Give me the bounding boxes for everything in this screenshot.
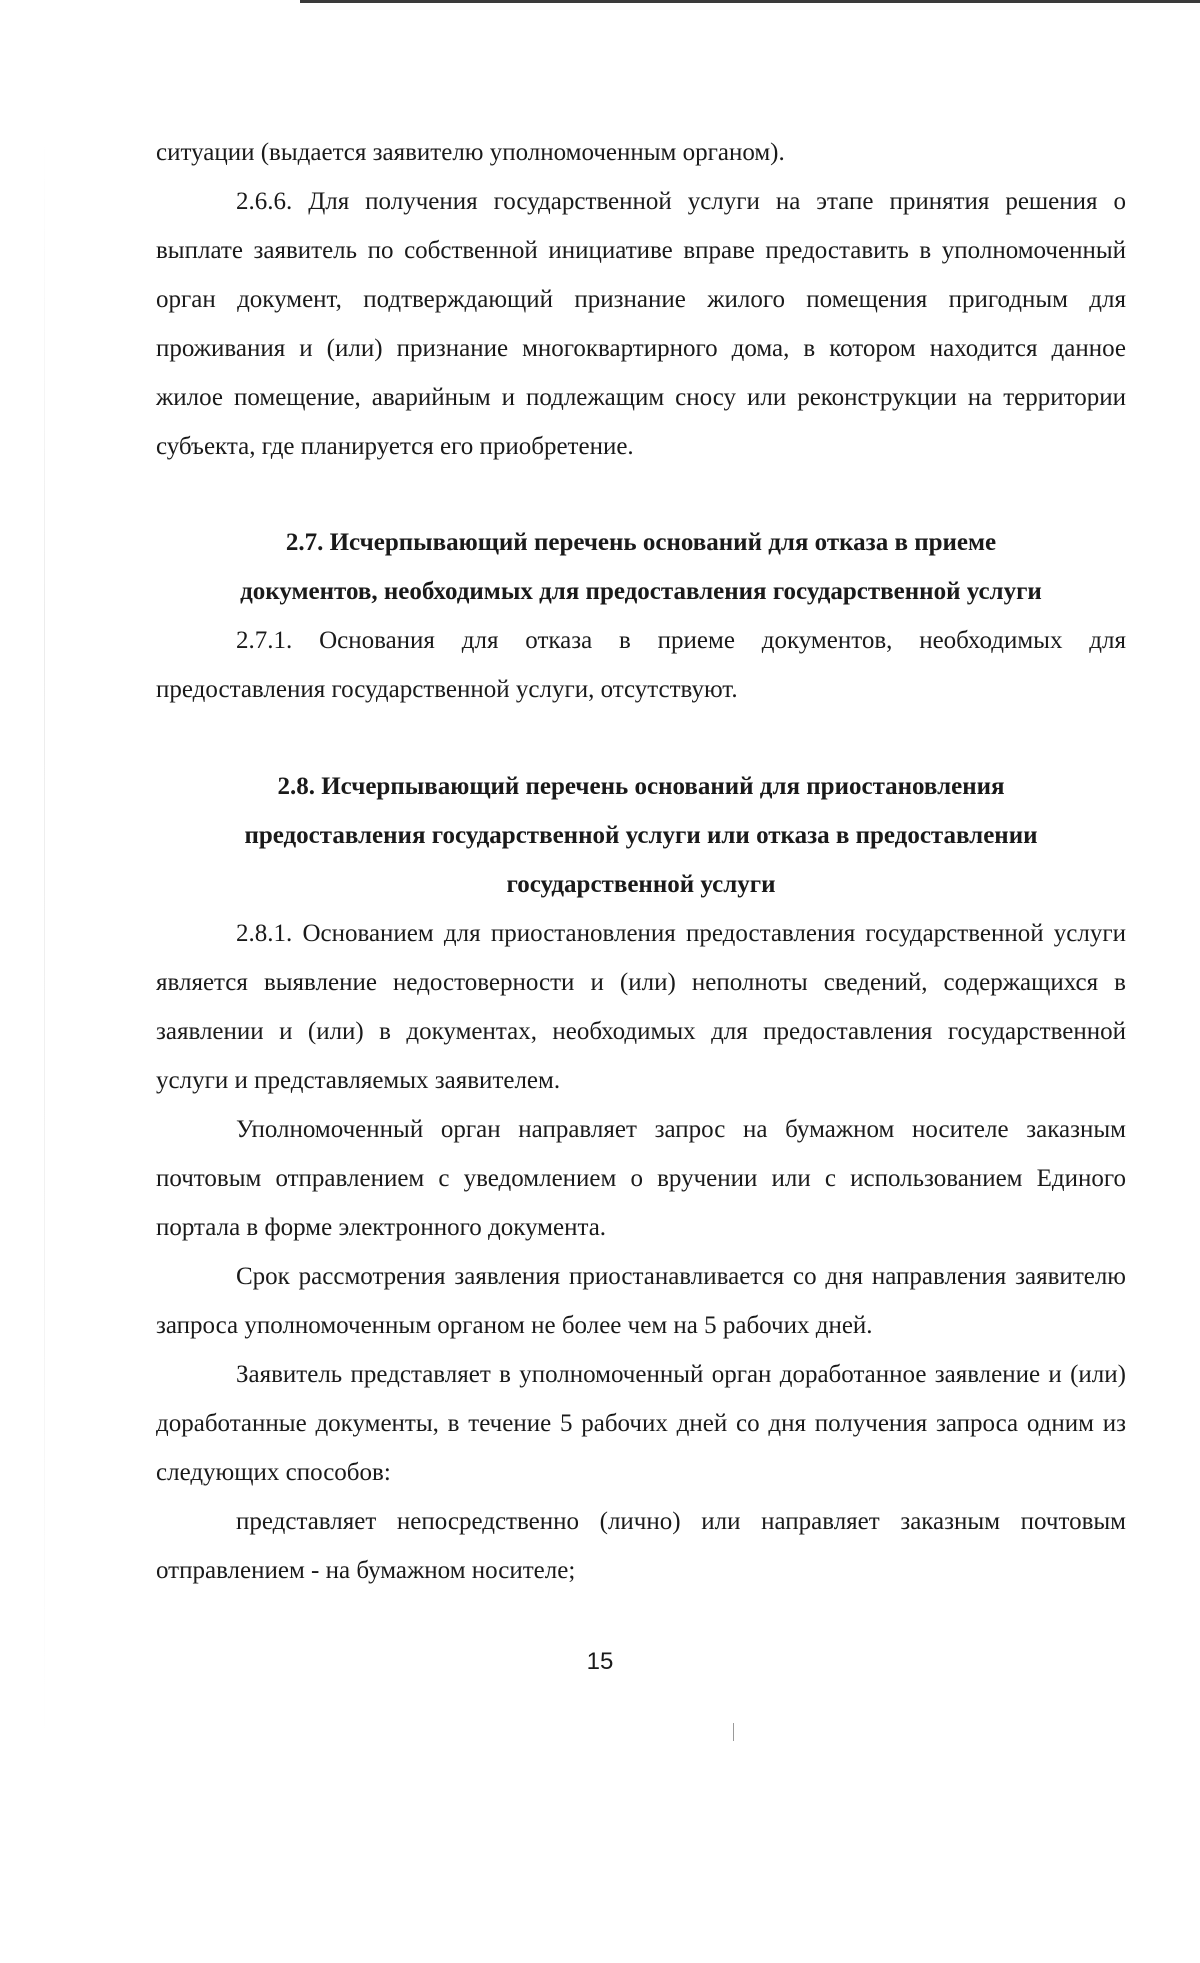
section-2-7-heading-line-2: документов, необходимых для предоставления государственной услуги (240, 578, 1042, 605)
document-page (156, 128, 1126, 1595)
page-number: 15 (586, 1648, 614, 1675)
paragraph-2-7-1: 2.7.1. Основания для отказа в приеме документов, необходимых для предоставления государственной услуги, отсутствуют. (156, 627, 1126, 703)
section-2-8-heading-line-2: предоставления государственной услуги или отказа в предоставлении (244, 822, 1038, 849)
paragraph-2-8-1: 2.8.1. Основанием для приостановления предоставления государственной услуги является выявление недостоверности и (или) неполноты сведений, содержащихся в заявлении и (или) в документах, необходимых для предоставления государственной услуги и представляемых заявителем. (156, 920, 1126, 1094)
paragraph-request: Уполномоченный орган направляет запрос на бумажном носителе заказным почтовым отправлением с уведомлением о вручении или с использованием Единого портала в форме электронного документа. (156, 1116, 1126, 1241)
scan-artifact-mark (733, 1723, 734, 1741)
scan-edge-shadow (44, 140, 45, 1740)
section-2-8-heading-line-3: государственной услуги (506, 871, 776, 898)
paragraph-applicant-submits: Заявитель представляет в уполномоченный орган доработанное заявление и (или) доработанные документы, в течение 5 рабочих дней со дня получения запроса одним из следующих способов: (156, 1361, 1126, 1486)
section-2-8-heading-line-1: 2.8. Исчерпывающий перечень оснований для приостановления (277, 773, 1005, 800)
paragraph-suspension-term: Срок рассмотрения заявления приостанавливается со дня направления заявителю запроса уполномоченным органом не более чем на 5 рабочих дней. (156, 1263, 1126, 1339)
paragraph-submission-method: представляет непосредственно (лично) или направляет заказным почтовым отправлением - на бумажном носителе; (156, 1508, 1126, 1584)
top-scan-rule (300, 0, 1200, 3)
section-2-7-heading-line-1: 2.7. Исчерпывающий перечень оснований для отказа в приеме (285, 529, 997, 556)
paragraph-continuation: ситуации (выдается заявителю уполномоченным органом). (156, 139, 785, 166)
paragraph-2-6-6: 2.6.6. Для получения государственной услуги на этапе принятия решения о выплате заявитель по собственной инициативе вправе предоставить в уполномоченный орган документ, подтверждающий признание жилого помещения пригодным для проживания и (или) признание многоквартирного дома, в котором находится данное жилое помещение, аварийным и подлежащим сносу или реконструкции на территории субъекта, где планируется его приобретение. (156, 188, 1126, 460)
